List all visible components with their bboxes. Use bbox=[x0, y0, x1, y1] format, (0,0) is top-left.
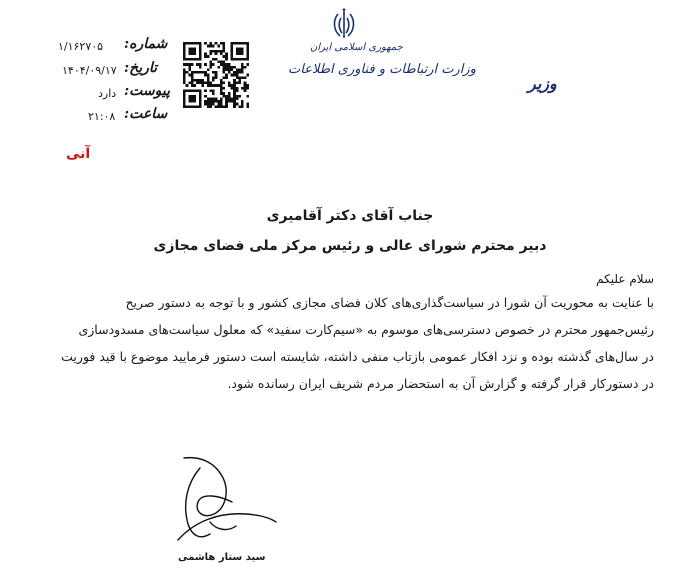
recipient-title: دبیر محترم شورای عالی و رئیس مرکز ملی فضای مجازی bbox=[153, 238, 547, 254]
emblem-icon bbox=[330, 8, 358, 40]
republic-text: جمهوری اسلامی ایران bbox=[310, 42, 403, 53]
qr-code bbox=[183, 42, 249, 108]
attachment-value: دارد bbox=[98, 87, 117, 100]
minister-title: وزیر bbox=[528, 74, 557, 93]
signature-scribble bbox=[170, 452, 280, 544]
recipient-name: جناب آقای دکتر آقامیری bbox=[266, 208, 434, 224]
body-line: با عنایت به محوریت آن شورا در سیاست‌گذاری‌های کلان فضای مجازی کشور و با توجه به دستور صریح bbox=[125, 295, 654, 310]
time-label: ساعت: bbox=[124, 106, 168, 122]
date-label: تاریخ: bbox=[124, 60, 158, 76]
attachment-label: پیوست: bbox=[124, 83, 170, 99]
greeting: سلام علیکم bbox=[596, 272, 654, 286]
signer-name: سید ستار هاشمی bbox=[178, 552, 266, 563]
number-label: شماره: bbox=[124, 36, 168, 52]
number-value: ۱/۱۶۲۷۰۵ bbox=[58, 40, 104, 53]
body-line: در دستورکار قرار گرفته و گزارش آن به استحضار مردم شریف ایران رسانده شود. bbox=[227, 376, 654, 391]
body-line: در سال‌های گذشته بوده و نزد افکار عمومی بازتاب منفی داشته، شایسته است دستور فرمایید موضوع با قید فوریت bbox=[61, 349, 654, 364]
urgency-badge: آنی bbox=[66, 146, 91, 162]
body-line: رئیس‌جمهور محترم در خصوص دسترسی‌های موسوم به «سیم‌کارت سفید» که معلول سیاست‌های مسدودسازی bbox=[78, 322, 654, 337]
ministry-name: وزارت ارتباطات و فناوری اطلاعات bbox=[288, 62, 476, 77]
date-value: ۱۴۰۴/۰۹/۱۷ bbox=[62, 64, 117, 77]
time-value: ۲۱:۰۸ bbox=[88, 110, 116, 123]
